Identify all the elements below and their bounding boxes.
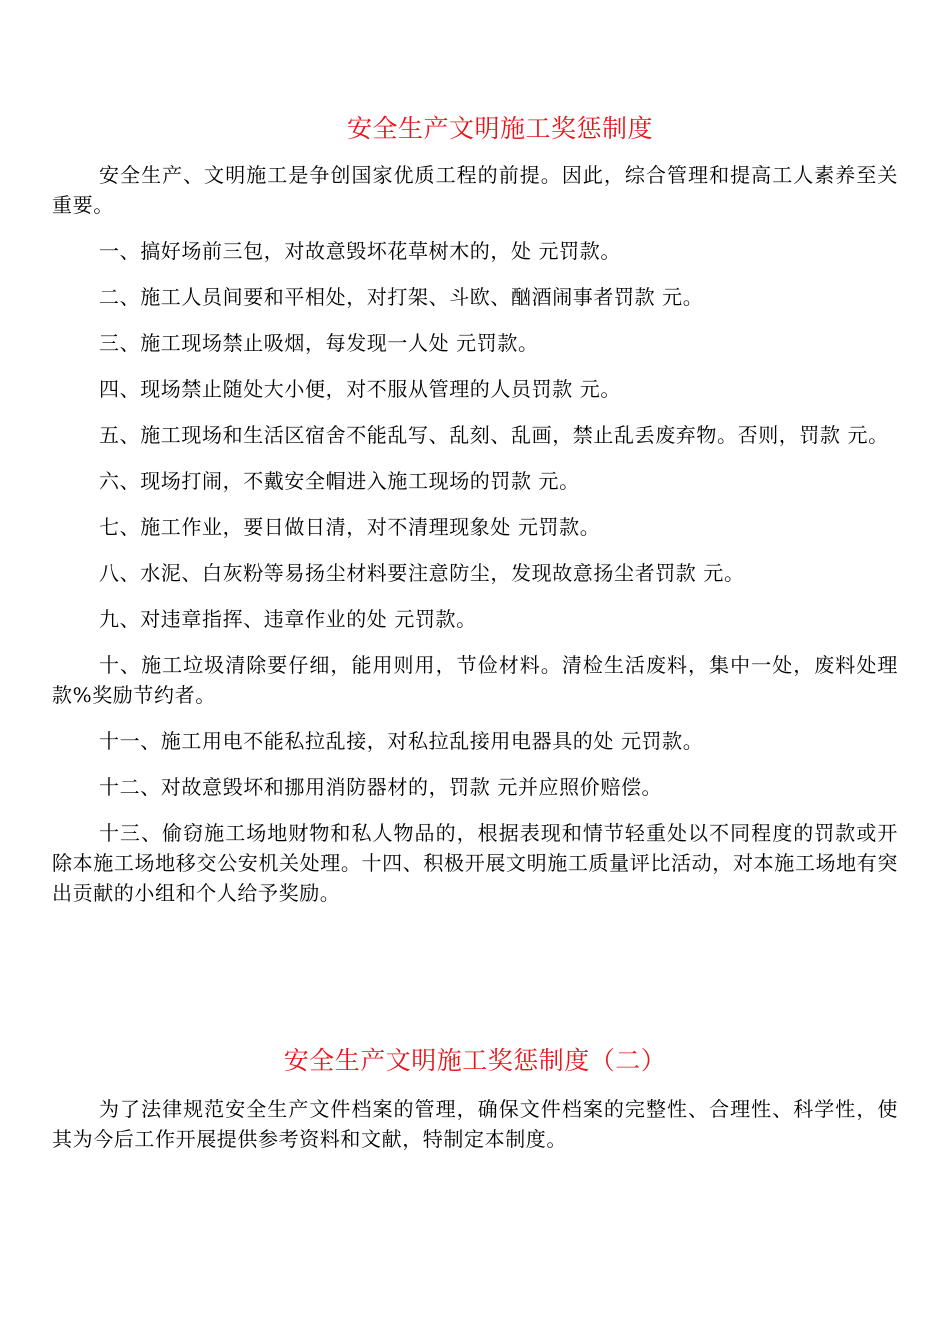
paragraph-rule-3: 三、施工现场禁止吸烟，每发现一人处 元罚款。 [99,331,539,355]
paragraph-rule-2: 二、施工人员间要和平相处，对打架、斗欧、酗酒闹事者罚款 元。 [99,285,704,309]
paragraph-rule-11: 十一、施工用电不能私拉乱接，对私拉乱接用电器具的处 元罚款。 [99,729,704,753]
paragraph-rule-1: 一、搞好场前三包，对故意毁坏花草树木的，处 元罚款。 [99,239,621,263]
paragraph-rule-6: 六、现场打闹，不戴安全帽进入施工现场的罚款 元。 [99,469,580,493]
paragraph-section-2-intro: 为了法律规范安全生产文件档案的管理，确保文件档案的完整性、合理性、科学性，使其为今后工作开展提供参考资料和文献，特制定本制度。 [52,1097,898,1151]
paragraph-rule-5: 五、施工现场和生活区宿舍不能乱写、乱刻、乱画，禁止乱丢废弃物。否则，罚款 元。 [99,423,889,447]
paragraph-rule-12: 十二、对故意毁坏和挪用消防器材的，罚款 元并应照价赔偿。 [99,775,663,799]
paragraph-rule-9: 九、对违章指挥、违章作业的处 元罚款。 [99,607,477,631]
paragraph-rule-13-14: 十三、偷窃施工场地财物和私人物品的，根据表现和情节轻重处以不同程度的罚款或开除本施工场地移交公安机关处理。十四、积极开展文明施工质量评比活动，对本施工场地有突出贡献的小组和个人给予奖励。 [52,821,898,905]
section-2-body [52,1094,898,1154]
document-title: 安全生产文明施工奖惩制度 [346,114,653,143]
paragraph-rule-8: 八、水泥、白灰粉等易扬尘材料要注意防尘，发现故意扬尘者罚款 元。 [99,561,745,585]
paragraph-rule-4: 四、现场禁止随处大小便，对不服从管理的人员罚款 元。 [99,377,621,401]
paragraph-intro: 安全生产、文明施工是争创国家优质工程的前提。因此，综合管理和提高工人素养至关重要。 [52,163,898,217]
section-1-body [52,160,898,908]
document-subtitle: 安全生产文明施工奖惩制度（二） [283,1046,667,1075]
paragraph-rule-7: 七、施工作业，要日做日清，对不清理现象处 元罚款。 [99,515,601,539]
paragraph-rule-10: 十、施工垃圾清除要仔细，能用则用，节俭材料。清检生活废料，集中一处，废料处理款%奖励节约者。 [52,653,898,707]
